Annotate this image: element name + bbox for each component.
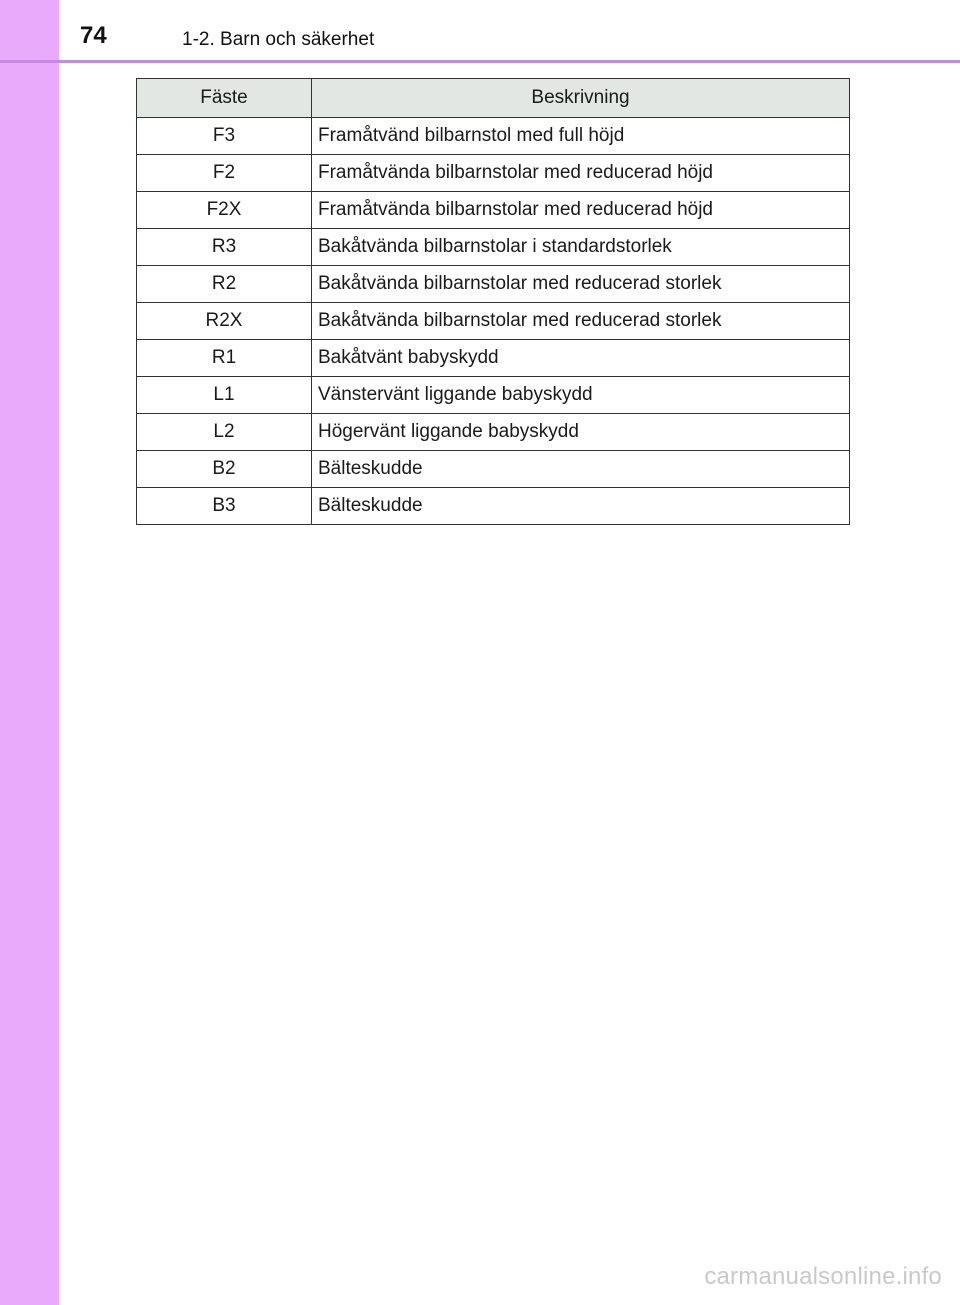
description-cell: Bakåtvända bilbarnstolar med reducerad storlek xyxy=(312,303,850,340)
code-cell: F2X xyxy=(137,192,312,229)
description-cell: Bakåtvänt babyskydd xyxy=(312,340,850,377)
anchorage-table xyxy=(136,78,850,525)
table-row xyxy=(137,118,850,155)
code-cell: B2 xyxy=(137,451,312,488)
table-row xyxy=(137,377,850,414)
code-cell: F2 xyxy=(137,155,312,192)
table-row xyxy=(137,303,850,340)
table-row xyxy=(137,414,850,451)
table-row xyxy=(137,266,850,303)
header-rule xyxy=(0,60,960,63)
table-row xyxy=(137,192,850,229)
page-number: 74 xyxy=(80,22,107,49)
description-cell: Bakåtvända bilbarnstolar i standardstorlek xyxy=(312,229,850,266)
table-row xyxy=(137,488,850,525)
code-cell: R1 xyxy=(137,340,312,377)
description-cell: Bälteskudde xyxy=(312,451,850,488)
table-row xyxy=(137,340,850,377)
code-cell: R3 xyxy=(137,229,312,266)
table-header-row xyxy=(137,79,850,118)
side-color-band xyxy=(0,0,59,1305)
table-row xyxy=(137,229,850,266)
code-cell: F3 xyxy=(137,118,312,155)
description-cell: Högervänt liggande babyskydd xyxy=(312,414,850,451)
code-cell: R2X xyxy=(137,303,312,340)
code-cell: B3 xyxy=(137,488,312,525)
description-cell: Bakåtvända bilbarnstolar med reducerad storlek xyxy=(312,266,850,303)
code-cell: L1 xyxy=(137,377,312,414)
section-title: 1-2. Barn och säkerhet xyxy=(182,29,375,50)
column-header-beskrivning: Beskrivning xyxy=(312,79,850,118)
watermark: carmanualsonline.info xyxy=(704,1263,942,1290)
code-cell: R2 xyxy=(137,266,312,303)
description-cell: Bälteskudde xyxy=(312,488,850,525)
description-cell: Vänstervänt liggande babyskydd xyxy=(312,377,850,414)
description-cell: Framåtvända bilbarnstolar med reducerad höjd xyxy=(312,192,850,229)
column-header-faste: Fäste xyxy=(137,79,312,118)
table-row xyxy=(137,155,850,192)
description-cell: Framåtvända bilbarnstolar med reducerad höjd xyxy=(312,155,850,192)
description-cell: Framåtvänd bilbarnstol med full höjd xyxy=(312,118,850,155)
code-cell: L2 xyxy=(137,414,312,451)
table-row xyxy=(137,451,850,488)
